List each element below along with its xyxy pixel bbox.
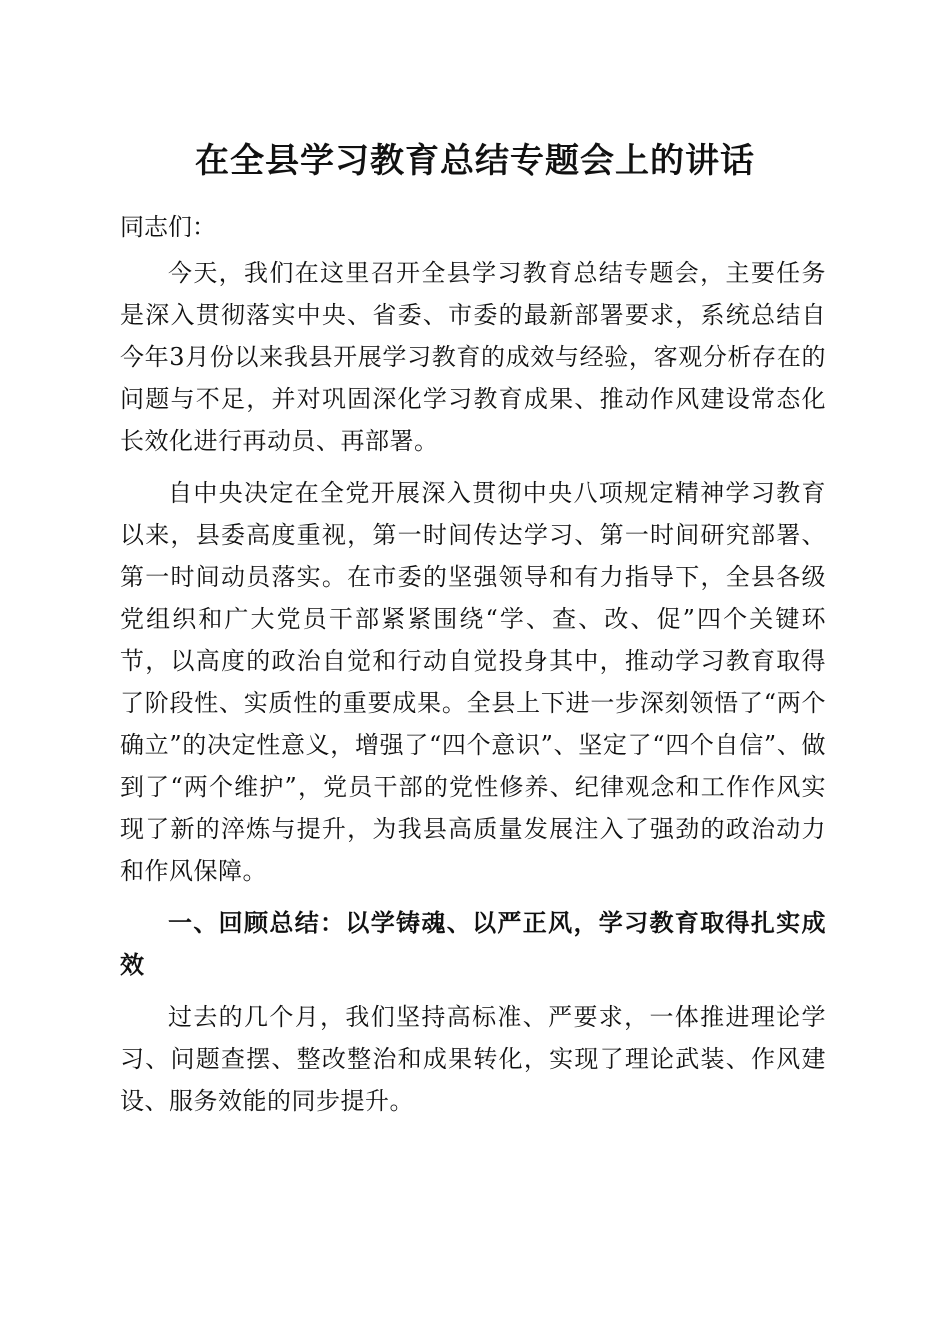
document-title: 在全县学习教育总结专题会上的讲话 <box>195 141 755 181</box>
spacer <box>120 462 826 472</box>
salutation: 同志们： <box>120 213 216 241</box>
spacer <box>120 986 826 996</box>
spacer <box>120 892 826 902</box>
paragraph-section-intro: 过去的几个月，我们坚持高标准、严要求，一体推进理论学习、问题查摆、整改整治和成果转化，实现了理论武装、作风建设、服务效能的同步提升。 <box>120 1003 826 1115</box>
document-body <box>120 206 826 1122</box>
section-heading: 一、回顾总结：以学铸魂、以严正风，学习教育取得扎实成效 <box>120 909 826 979</box>
paragraph-opening: 今天，我们在这里召开全县学习教育总结专题会，主要任务是深入贯彻落实中央、省委、市委的最新部署要求，系统总结自今年3月份以来我县开展学习教育的成效与经验，客观分析存在的问题与不足，并对巩固深化学习教育成果、推动作风建设常态化长效化进行再动员、再部署。 <box>120 259 826 455</box>
paragraph-background: 自中央决定在全党开展深入贯彻中央八项规定精神学习教育以来，县委高度重视，第一时间传达学习、第一时间研究部署、第一时间动员落实。在市委的坚强领导和有力指导下，全县各级党组织和广大党员干部紧紧围绕“学、查、改、促”四个关键环节，以高度的政治自觉和行动自觉投身其中，推动学习教育取得了阶段性、实质性的重要成果。全县上下进一步深刻领悟了“两个确立”的决定性意义，增强了“四个意识”、坚定了“四个自信”、做到了“两个维护”，党员干部的党性修养、纪律观念和工作作风实现了新的淬炼与提升，为我县高质量发展注入了强劲的政治动力和作风保障。 <box>120 479 826 885</box>
